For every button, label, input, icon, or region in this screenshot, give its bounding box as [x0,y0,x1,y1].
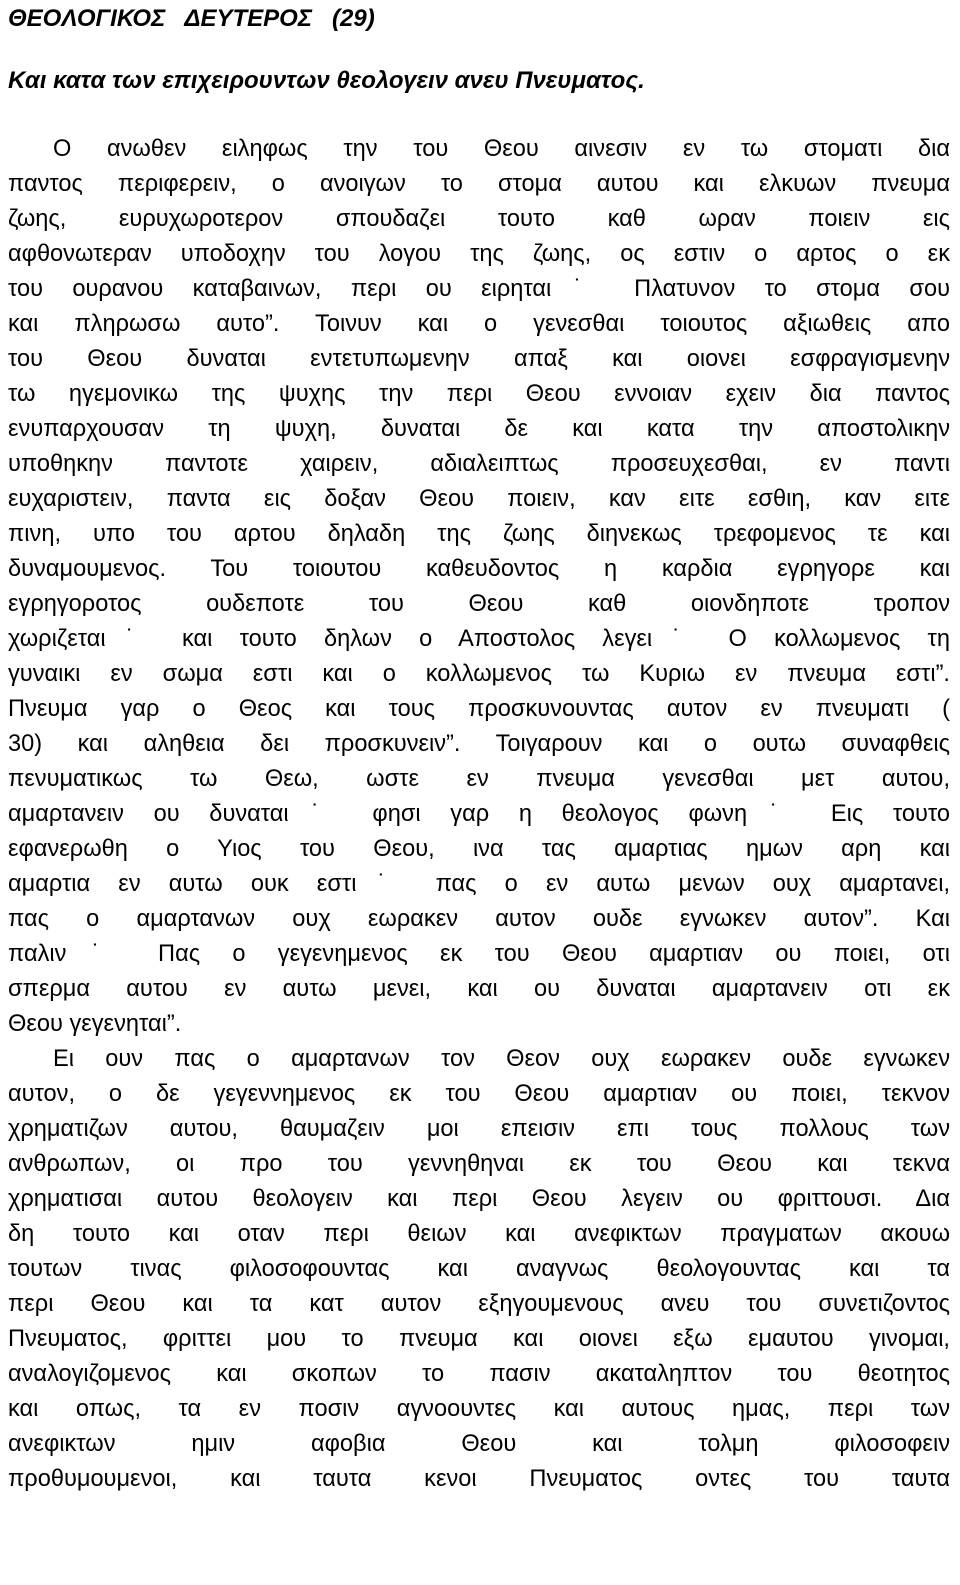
text-line: και οπως, τα εν ποσιν αγνοουντες και αυτους ημας, περι των [8,1396,950,1422]
text-line: και πληρωσω αυτο”. Τοινυν και ο γενεσθαι τοιουτος αξιωθεις απο [8,311,950,337]
text-line: Ο ανωθεν ειληφως την του Θεου αινεσιν εν τω στοματι δια [53,136,950,162]
text-line: χρηματιζων αυτου, θαυμαζειν μοι επεισιν επι τους πολλους των [8,1116,950,1142]
text-line: γυναικι εν σωμα εστι και ο κολλωμενος τω Κυριω εν πνευμα εστι”. [8,661,950,687]
document-page [8,0,950,1497]
text-line: Ει ουν πας ο αμαρτανων τον Θεον ουχ εωρακεν ουδε εγνωκεν [53,1046,950,1072]
text-line: του Θεου δυναται εντετυπωμενην απαξ και οιονει εσφραγισμενην [8,346,950,372]
text-line: υποθηκην παντοτε χαιρειν, αδιαλειπτως προσευχεσθαι, εν παντι [8,451,950,477]
text-line: ανεφικτων ημιν αφοβια Θεου και τολμη φιλοσοφειν [8,1431,950,1457]
text-line: αυτον, ο δε γεγεννημενος εκ του Θεου αμαρτιαν ου ποιει, τεκνον [8,1081,950,1107]
text-line: Θεου γεγενηται”. [8,1011,182,1037]
text-line: τουτων τινας φιλοσοφουντας και αναγνως θεολογουντας και τα [8,1256,950,1282]
text-line: ευχαριστειν, παντα εις δοξαν Θεου ποιειν, καν ειτε εσθιη, καν ειτε [8,486,950,512]
text-line: Πνευμα γαρ ο Θεος και τους προσκυνουντας αυτον εν πνευματι ( [8,696,950,722]
text-line: αμαρτια εν αυτω ουκ εστι˙ πας ο εν αυτω μενων ουχ αμαρτανει, [8,871,950,897]
text-line: ζωης, ευρυχωροτερον σπουδαζει τουτο καθ ωραν ποιειν εις [8,206,950,232]
text-line: τω ηγεμονικω της ψυχης την περι Θεου εννοιαν εχειν δια παντος [8,381,950,407]
text-line: εφανερωθη ο Υιος του Θεου, ινα τας αμαρτιας ημων αρη και [8,836,950,862]
text-line: παντος περιφερειν, ο ανοιγων το στομα αυτου και ελκυων πνευμα [8,171,950,197]
text-line: εγρηγοροτος ουδεποτε του Θεου καθ οιονδηποτε τροπον [8,591,950,617]
text-line: παλιν˙ Πας ο γεγενημενος εκ του Θεου αμαρτιαν ου ποιει, οτι [8,941,950,967]
text-line: πινη, υπο του αρτου δηλαδη της ζωης διηνεκως τρεφομενος τε και [8,521,950,547]
text-line: του ουρανου καταβαινων, περι ου ειρηται˙ Πλατυνον το στομα σου [8,276,950,302]
page-title: ΘΕΟΛΟΓΙΚΟΣ ΔΕΥΤΕΡΟΣ (29) [8,5,375,32]
text-line: αναλογιζομενος και σκοπων το πασιν ακαταληπτον του θεοτητος [8,1361,950,1387]
text-line: ανθρωπων, οι προ του γεννηθηναι εκ του Θεου και τεκνα [8,1151,950,1177]
text-line: χρηματισαι αυτου θεολογειν και περι Θεου λεγειν ου φριττουσι. Δια [8,1186,950,1212]
section-subtitle: Και κατα των επιχειρουντων θεολογειν ανευ Πνευματος. [8,67,645,94]
text-line: προθυμουμενοι, και ταυτα κενοι Πνευματος οντες του ταυτα [8,1466,950,1492]
text-line: 30) και αληθεια δει προσκυνειν”. Τοιγαρουν και ο ουτω συναφθεις [8,731,950,757]
text-line: πας ο αμαρτανων ουχ εωρακεν αυτον ουδε εγνωκεν αυτον”. Και [8,906,950,932]
paragraph-1 [8,132,950,1042]
text-line: περι Θεου και τα κατ αυτον εξηγουμενους ανευ του συνετιζοντος [8,1291,950,1317]
text-line: αφθονωτεραν υποδοχην του λογου της ζωης, ος εστιν ο αρτος ο εκ [8,241,950,267]
text-line: δυναμουμενος. Του τοιουτου καθευδοντος η καρδια εγρηγορε και [8,556,950,582]
text-line: αμαρτανειν ου δυναται˙ φησι γαρ η θεολογος φωνη˙ Εις τουτο [8,801,950,827]
paragraph-2 [8,1042,950,1497]
text-line: ενυπαρχουσαν τη ψυχη, δυναται δε και κατα την αποστολικην [8,416,950,442]
text-line: σπερμα αυτου εν αυτω μενει, και ου δυναται αμαρτανειν οτι εκ [8,976,950,1002]
text-line: δη τουτο και οταν περι θειων και ανεφικτων πραγματων ακουω [8,1221,950,1247]
text-line: χωριζεται˙ και τουτο δηλων ο Αποστολος λεγει˙ Ο κολλωμενος τη [8,626,950,652]
text-line: Πνευματος, φριττει μου το πνευμα και οιονει εξω εμαυτου γινομαι, [8,1326,950,1352]
text-line: πενυματικως τω Θεω, ωστε εν πνευμα γενεσθαι μετ αυτου, [8,766,950,792]
